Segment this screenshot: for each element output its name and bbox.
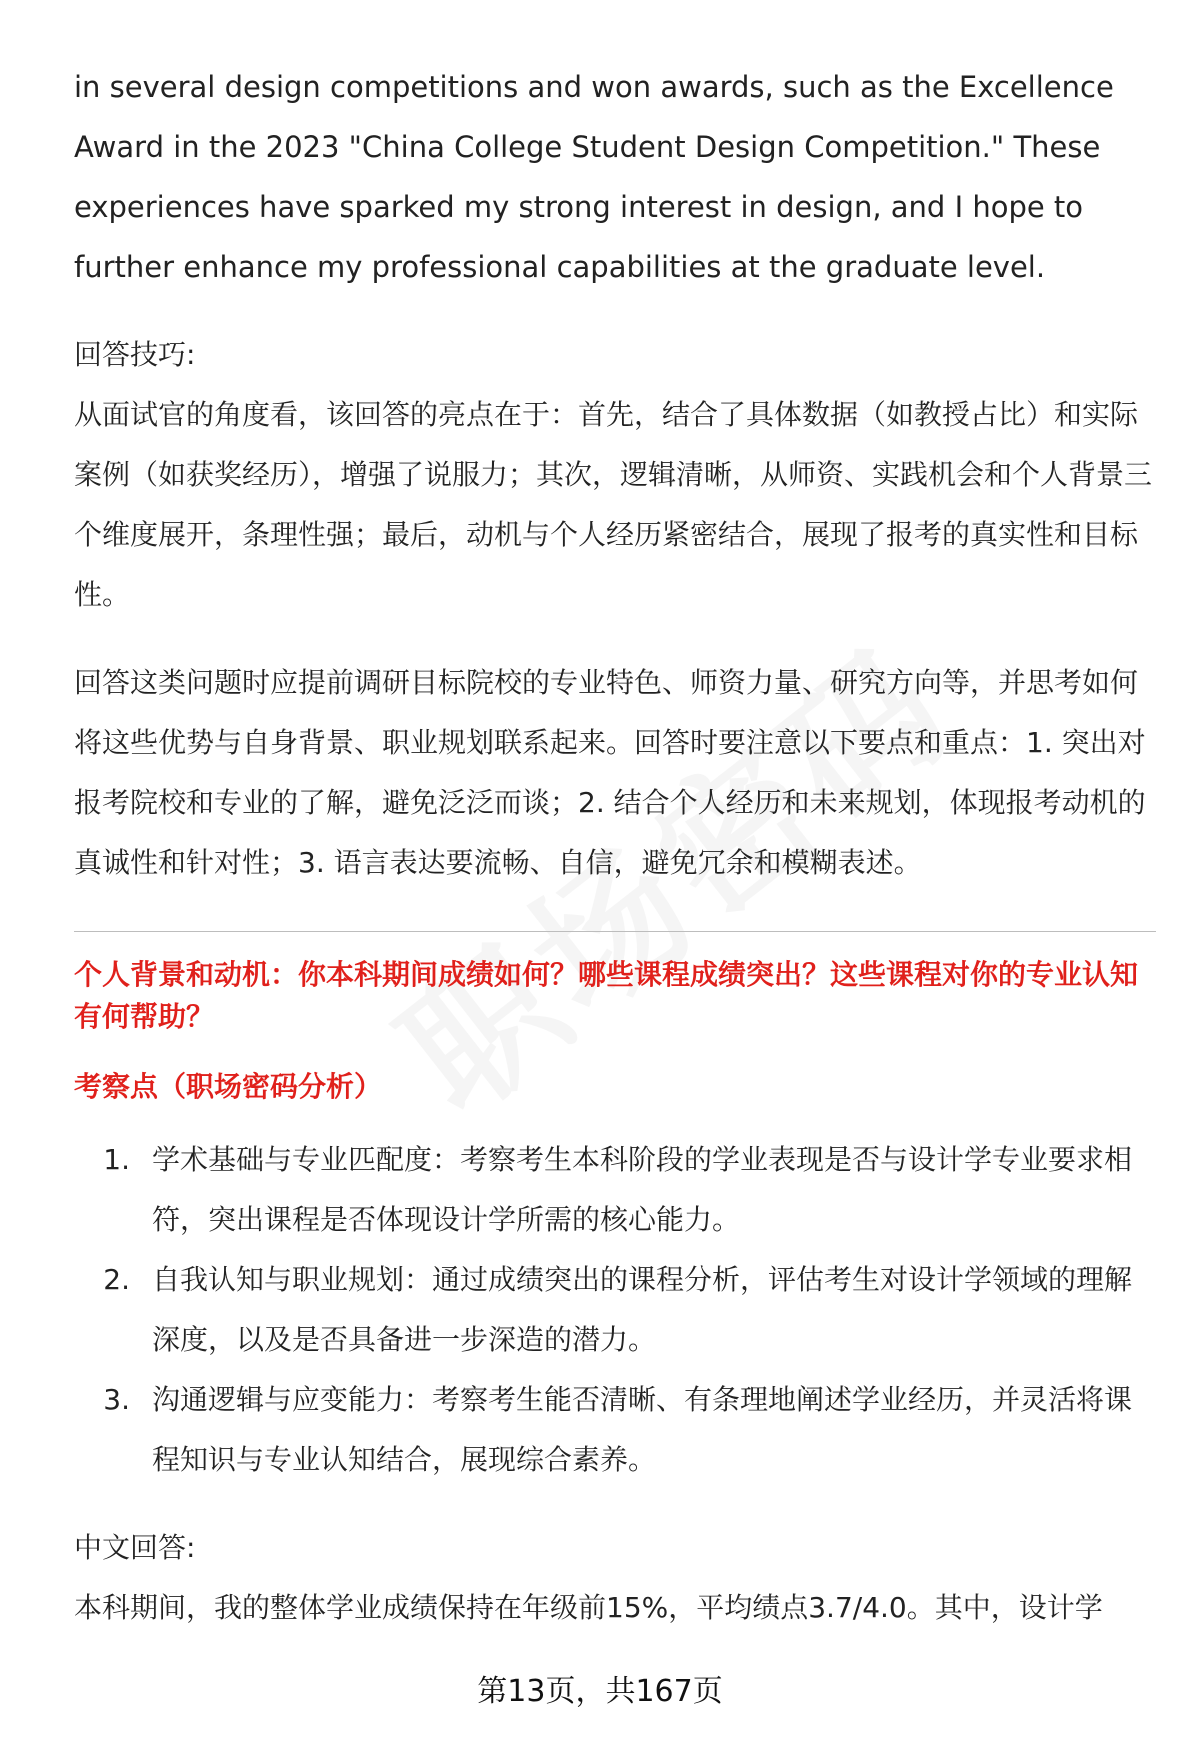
analysis-heading: 考察点（职场密码分析）: [74, 1070, 383, 1103]
page-number-footer: 第13页，共167页: [477, 1674, 723, 1709]
list-item: [74, 1130, 1156, 1250]
list-item: [74, 1370, 1156, 1490]
list-item: [74, 1250, 1156, 1370]
list-item-number: 3.: [103, 1383, 130, 1416]
tips-label: 回答技巧:: [74, 338, 196, 371]
list-item-text: 自我认知与职业规划：通过成绩突出的课程分析，评估考生对设计学领域的理解深度，以及是否具备进一步深造的潜力。: [152, 1263, 1133, 1356]
list-item-text: 沟通逻辑与应变能力：考察考生能否清晰、有条理地阐述学业经历，并灵活将课程知识与专业认知结合，展现综合素养。: [152, 1383, 1133, 1476]
page-content: [74, 57, 1156, 1638]
chinese-answer-text: 本科期间，我的整体学业成绩保持在年级前15%，平均绩点3.7/4.0。其中，设计学: [74, 1591, 1103, 1624]
question-title: 个人背景和动机：你本科期间成绩如何？哪些课程成绩突出？这些课程对你的专业认知有何帮助？: [74, 958, 1139, 1033]
list-item-number: 1.: [103, 1143, 130, 1176]
analysis-points-list: [74, 1130, 1156, 1490]
tips-paragraph-1: 从面试官的角度看，该回答的亮点在于：首先，结合了具体数据（如教授占比）和实际案例（如获奖经历），增强了说服力；其次，逻辑清晰，从师资、实践机会和个人背景三个维度展开，条理性强；最后，动机与个人经历紧密结合，展现了报考的真实性和目标性。: [74, 398, 1153, 611]
list-item-text: 学术基础与专业匹配度：考察考生本科阶段的学业表现是否与设计学专业要求相符，突出课程是否体现设计学所需的核心能力。: [152, 1143, 1133, 1236]
section-divider: [74, 931, 1156, 932]
tips-paragraph-2: 回答这类问题时应提前调研目标院校的专业特色、师资力量、研究方向等，并思考如何将这些优势与自身背景、职业规划联系起来。回答时要注意以下要点和重点：1. 突出对报考院校和专业的了解，避免泛泛而谈；2. 结合个人经历和未来规划，体现报考动机的真诚性和针对性；3. 语言表达要流畅、自信，避免冗余和模糊表述。: [74, 666, 1146, 879]
chinese-answer-label: 中文回答:: [74, 1531, 196, 1564]
list-item-number: 2.: [103, 1263, 130, 1296]
english-answer-paragraph: in several design competitions and won awards, such as the Excellence Award in the 2023 "China College Student Design Competition." These experiences have sparked my strong interest in design, and I hope to further enhance my professional capabilities at the graduate level.: [74, 70, 1114, 284]
